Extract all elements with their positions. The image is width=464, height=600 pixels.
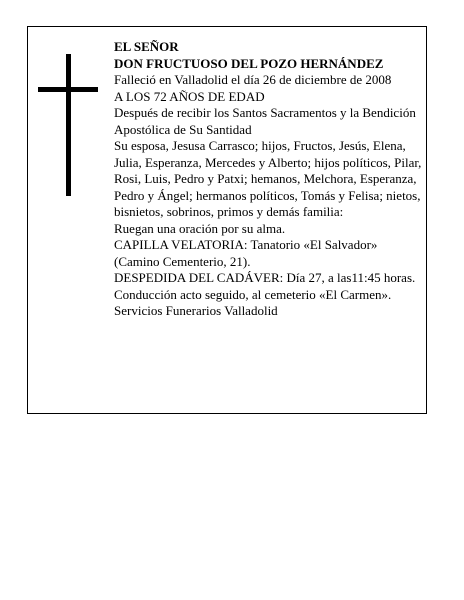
- funeral-services: Servicios Funerarios Valladolid: [114, 303, 278, 318]
- latin-cross-icon: [38, 54, 98, 196]
- death-info: Falleció en Valladolid el día 26 de diciembre de 2008: [114, 72, 392, 87]
- family-list: Su esposa, Jesusa Carrasco; hijos, Fructos, Jesús, Elena, Julia, Esperanza, Mercedes y Alberto; hijos políticos, Pilar, Rosi, Luis, Pedro y Patxi; hemanos, Melchora, Esperanza, Pedro y Ángel; hermanos políticos, Tomás y Felisa; nietos, bisnietos, sobrinos, primos y demás familia:: [114, 138, 422, 219]
- chapel-info: CAPILLA VELATORIA: Tanatorio «El Salvador» (Camino Cementerio, 21).: [114, 237, 378, 269]
- sacraments-line: Después de recibir los Santos Sacramentos y la Bendición Apostólica de Su Santidad: [114, 105, 416, 137]
- cross-horizontal-bar: [38, 87, 98, 92]
- notice-body: [114, 39, 422, 320]
- obituary-notice: [27, 26, 427, 414]
- deceased-name: DON FRUCTUOSO DEL POZO HERNÁNDEZ: [114, 55, 384, 71]
- cross-vertical-bar: [66, 54, 71, 196]
- prayer-line: Ruegan una oración por su alma.: [114, 220, 286, 236]
- age-line: A LOS 72 AÑOS DE EDAD: [114, 88, 265, 104]
- farewell-info: DESPEDIDA DEL CADÁVER: Día 27, a las11:45 horas. Conducción acto seguido, al cemeterio «El Carmen».: [114, 270, 416, 302]
- notice-title: EL SEÑOR: [114, 39, 179, 54]
